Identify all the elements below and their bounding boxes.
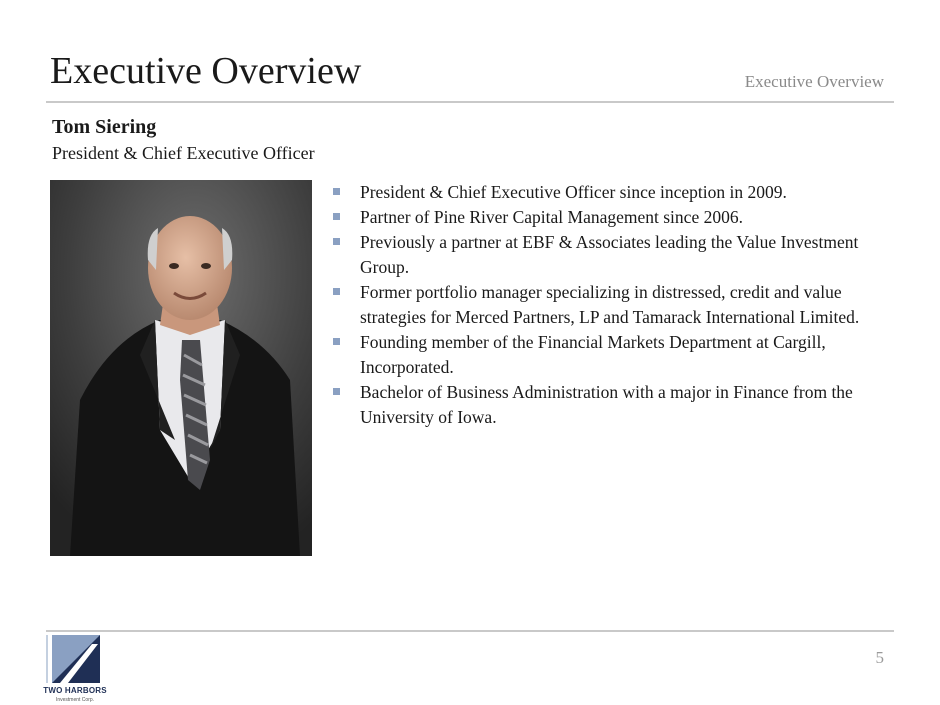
footer-divider [46,630,894,632]
bio-bullet-list [330,180,875,430]
bio-bullet: Partner of Pine River Capital Management since 2006. [330,205,875,230]
page-number: 5 [875,648,884,667]
person-title: President & Chief Executive Officer [52,143,315,163]
bio-bullet: Founding member of the Financial Markets Department at Cargill, Incorporated. [330,330,875,380]
section-label: Executive Overview [744,72,884,91]
executive-portrait [50,180,312,556]
bullet-square-icon [333,288,340,295]
page-title: Executive Overview [50,50,362,92]
bullet-square-icon [333,238,340,245]
bullet-square-icon [333,388,340,395]
logo-name: TWO HARBORS [43,686,107,695]
bullet-square-icon [333,188,340,195]
bio-bullet: Former portfolio manager specializing in distressed, credit and value strategies for Merced Partners, LP and Tamarack International Limited. [330,280,875,330]
bio-bullet: President & Chief Executive Officer since inception in 2009. [330,180,875,205]
bullet-square-icon [333,213,340,220]
bio-bullet: Bachelor of Business Administration with a major in Finance from the University of Iowa. [330,380,875,430]
logo-subtitle: Investment Corp. [55,697,95,703]
header-divider [46,101,894,103]
person-name: Tom Siering [52,116,157,138]
bio-bullet: Previously a partner at EBF & Associates leading the Value Investment Group. [330,230,875,280]
bullet-square-icon [333,338,340,345]
